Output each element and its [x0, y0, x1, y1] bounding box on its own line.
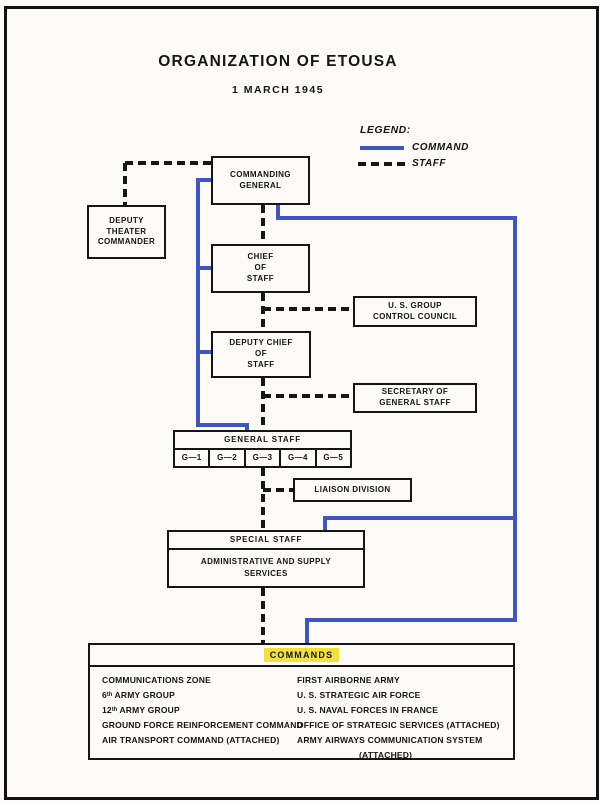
node-label: DEPUTY — [109, 215, 144, 225]
node-label: CONTROL COUNCIL — [372, 311, 458, 321]
node-label: OF — [255, 349, 267, 359]
node-us-group-control-council — [353, 296, 477, 327]
command-line-ss-branch-horizontal — [323, 516, 517, 520]
node-label: STAFF — [247, 359, 275, 369]
commands-header-row — [90, 645, 513, 667]
command-item: 6ᵗʰ ARMY GROUP — [102, 690, 175, 700]
command-item: U. S. STRATEGIC AIR FORCE — [297, 690, 421, 700]
command-line-left-vertical — [196, 178, 200, 427]
general-staff-header: GENERAL STAFF — [175, 432, 350, 450]
staff-line-ss-commands — [261, 588, 265, 643]
node-secretary-of-general-staff — [353, 383, 477, 413]
commands-list-left — [102, 673, 303, 748]
staff-line-sgs-branch — [263, 394, 353, 398]
node-label: U. S. GROUP — [388, 300, 442, 310]
command-line-gs-horizontal — [196, 423, 249, 427]
staff-line-cg-dtc-vertical — [123, 163, 127, 205]
node-commanding-general — [211, 156, 310, 205]
command-item: ARMY AIRWAYS COMMUNICATION SYSTEM — [297, 735, 483, 745]
node-label: LIAISON DIVISION — [314, 484, 391, 494]
node-special-staff — [167, 530, 365, 588]
commands-header-label: COMMANDS — [264, 648, 340, 662]
general-staff-cell-g4: G—4 — [279, 450, 314, 466]
node-liaison-division — [293, 478, 412, 502]
command-line-stub-cos — [196, 266, 211, 270]
node-deputy-chief-of-staff — [211, 331, 311, 378]
node-label: SECRETARY OF — [381, 387, 449, 397]
general-staff-cell-g5: G—5 — [315, 450, 350, 466]
node-label: GENERAL — [239, 180, 282, 190]
staff-line-usgcc-branch — [263, 307, 353, 311]
node-label: ADMINISTRATIVE AND SUPPLY — [200, 557, 332, 566]
legend-command-label: COMMAND — [412, 142, 469, 153]
node-label: STAFF — [246, 273, 275, 283]
node-label: SERVICES — [244, 569, 288, 578]
command-item: FIRST AIRBORNE ARMY — [297, 675, 400, 685]
legend-heading: LEGEND: — [360, 124, 411, 136]
node-general-staff — [173, 430, 352, 468]
command-item: U. S. NAVAL FORCES IN FRANCE — [297, 705, 439, 715]
page-date: 1 MARCH 1945 — [231, 84, 325, 96]
command-line-ss-drop — [323, 516, 327, 531]
legend-staff-label: STAFF — [412, 158, 446, 169]
node-label: THEATER — [106, 226, 147, 236]
node-label: GENERAL STAFF — [379, 398, 451, 407]
command-line-commands-horizontal — [305, 618, 517, 622]
node-label: DEPUTY CHIEF — [229, 338, 293, 348]
command-line-stub-dcos — [196, 350, 211, 354]
node-chief-of-staff — [211, 244, 310, 293]
command-line-right-vertical — [513, 216, 517, 622]
staff-line-liaison-branch — [263, 488, 293, 492]
node-deputy-theater-commander — [87, 205, 166, 259]
legend-staff-line-swatch — [358, 162, 405, 166]
general-staff-cell-g2: G—2 — [208, 450, 243, 466]
commands-list-right — [297, 673, 500, 763]
general-staff-cell-g3: G—3 — [244, 450, 279, 466]
node-label: OF — [254, 263, 267, 273]
legend-command-line-swatch — [360, 146, 404, 150]
page-title: ORGANIZATION OF ETOUSA — [158, 53, 398, 70]
command-item: COMMUNICATIONS ZONE — [102, 675, 211, 685]
command-line-top-horizontal — [276, 216, 517, 220]
general-staff-cell-g1: G—1 — [181, 452, 202, 462]
command-item: 12ᵗʰ ARMY GROUP — [102, 705, 180, 715]
staff-line-dcos-gs — [261, 378, 265, 430]
node-commands — [88, 643, 515, 760]
node-label: COMMANDER — [97, 237, 156, 247]
command-item: AIR TRANSPORT COMMAND (ATTACHED) — [102, 735, 280, 745]
node-label: COMMANDING — [230, 169, 291, 179]
special-staff-body — [169, 550, 363, 586]
command-item: GROUND FORCE REINFORCEMENT COMMAND — [102, 720, 303, 730]
command-item: OFFICE OF STRATEGIC SERVICES (ATTACHED) — [297, 720, 500, 730]
staff-line-cg-cos — [261, 205, 265, 244]
special-staff-header: SPECIAL STAFF — [169, 532, 363, 550]
command-line-commands-drop — [305, 618, 309, 644]
staff-line-cos-dcos — [261, 293, 265, 331]
general-staff-cells — [175, 450, 350, 466]
staff-line-gs-ss — [261, 468, 265, 530]
command-item-continuation: (ATTACHED) — [359, 750, 413, 760]
staff-line-cg-dtc-horizontal — [125, 161, 211, 165]
node-label: CHIEF — [247, 252, 274, 262]
